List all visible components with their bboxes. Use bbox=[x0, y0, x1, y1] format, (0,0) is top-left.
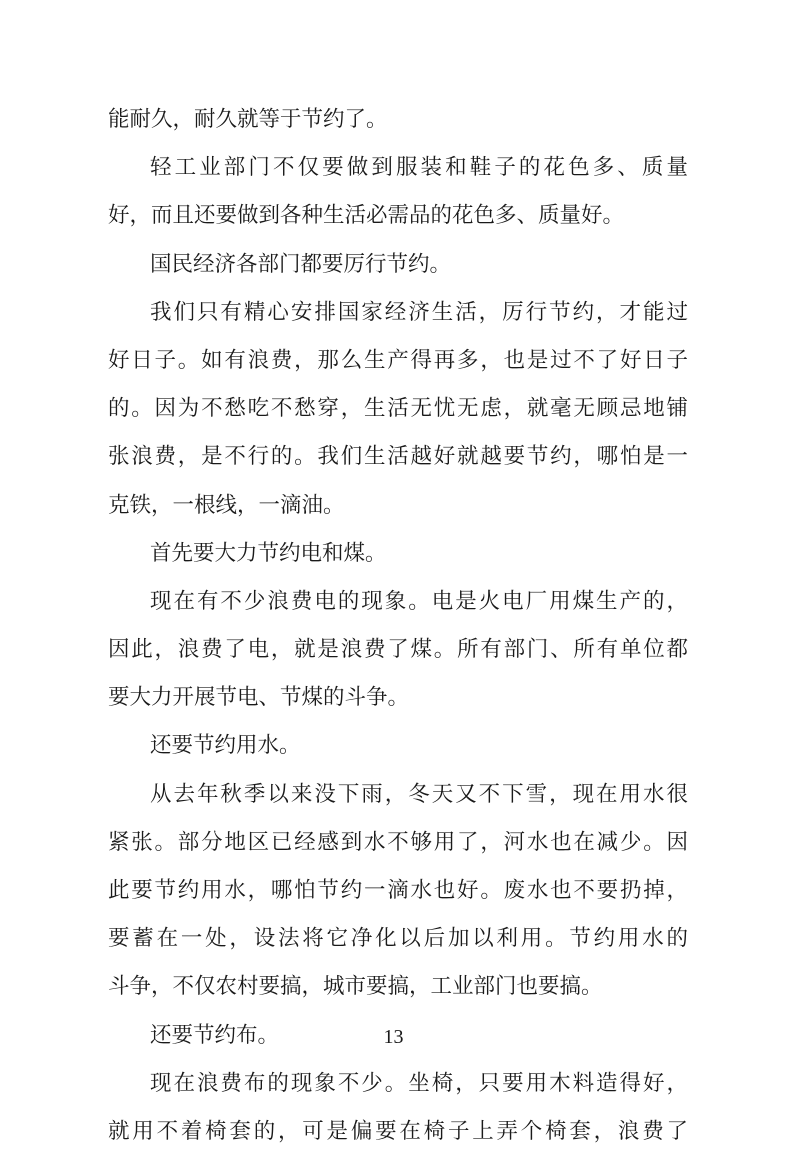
text-line: 还要节约布。 bbox=[150, 1022, 280, 1048]
text-line: 首先要大力节约电和煤。 bbox=[150, 540, 387, 566]
text-line: 的。因为不愁吃不愁穿，生活无忧无虑，就毫无顾忌地铺 bbox=[108, 396, 688, 422]
text-line: 好，而且还要做到各种生活必需品的花色多、质量好。 bbox=[108, 203, 625, 229]
text-line: 斗争，不仅农村要搞，城市要搞，工业部门也要搞。 bbox=[108, 974, 603, 1000]
text-line: 因此，浪费了电，就是浪费了煤。所有部门、所有单位都 bbox=[108, 637, 688, 663]
text-line: 我们只有精心安排国家经济生活，厉行节约，才能过 bbox=[150, 299, 688, 325]
text-line: 要蓄在一处，设法将它净化以后加以利用。节约用水的 bbox=[108, 926, 688, 952]
text-line: 轻工业部门不仅要做到服装和鞋子的花色多、质量 bbox=[150, 155, 688, 181]
text-line: 就用不着椅套的，可是偏要在椅子上弄个椅套，浪费了 bbox=[108, 1118, 688, 1144]
page-number: 13 bbox=[383, 1026, 404, 1048]
text-line: 还要节约用水。 bbox=[150, 733, 301, 759]
text-line: 国民经济各部门都要厉行节约。 bbox=[150, 251, 452, 277]
text-line: 张浪费，是不行的。我们生活越好就越要节约，哪怕是一 bbox=[108, 444, 688, 470]
text-line: 能耐久，耐久就等于节约了。 bbox=[108, 107, 388, 132]
body-text bbox=[108, 96, 688, 1156]
text-line: 从去年秋季以来没下雨，冬天又不下雪，现在用水很 bbox=[150, 781, 688, 807]
text-line: 现在浪费布的现象不少。坐椅，只要用木料造得好， bbox=[150, 1070, 688, 1096]
text-line: 好日子。如有浪费，那么生产得再多，也是过不了好日子 bbox=[108, 347, 688, 373]
text-line: 要大力开展节电、节煤的斗争。 bbox=[108, 685, 410, 711]
text-line: 现在有不少浪费电的现象。电是火电厂用煤生产的， bbox=[150, 588, 688, 614]
text-line: 此要节约用水，哪怕节约一滴水也好。废水也不要扔掉， bbox=[108, 878, 688, 903]
text-line: 紧张。部分地区已经感到水不够用了，河水也在减少。因 bbox=[108, 829, 688, 855]
text-line: 克铁，一根线，一滴油。 bbox=[108, 492, 345, 518]
